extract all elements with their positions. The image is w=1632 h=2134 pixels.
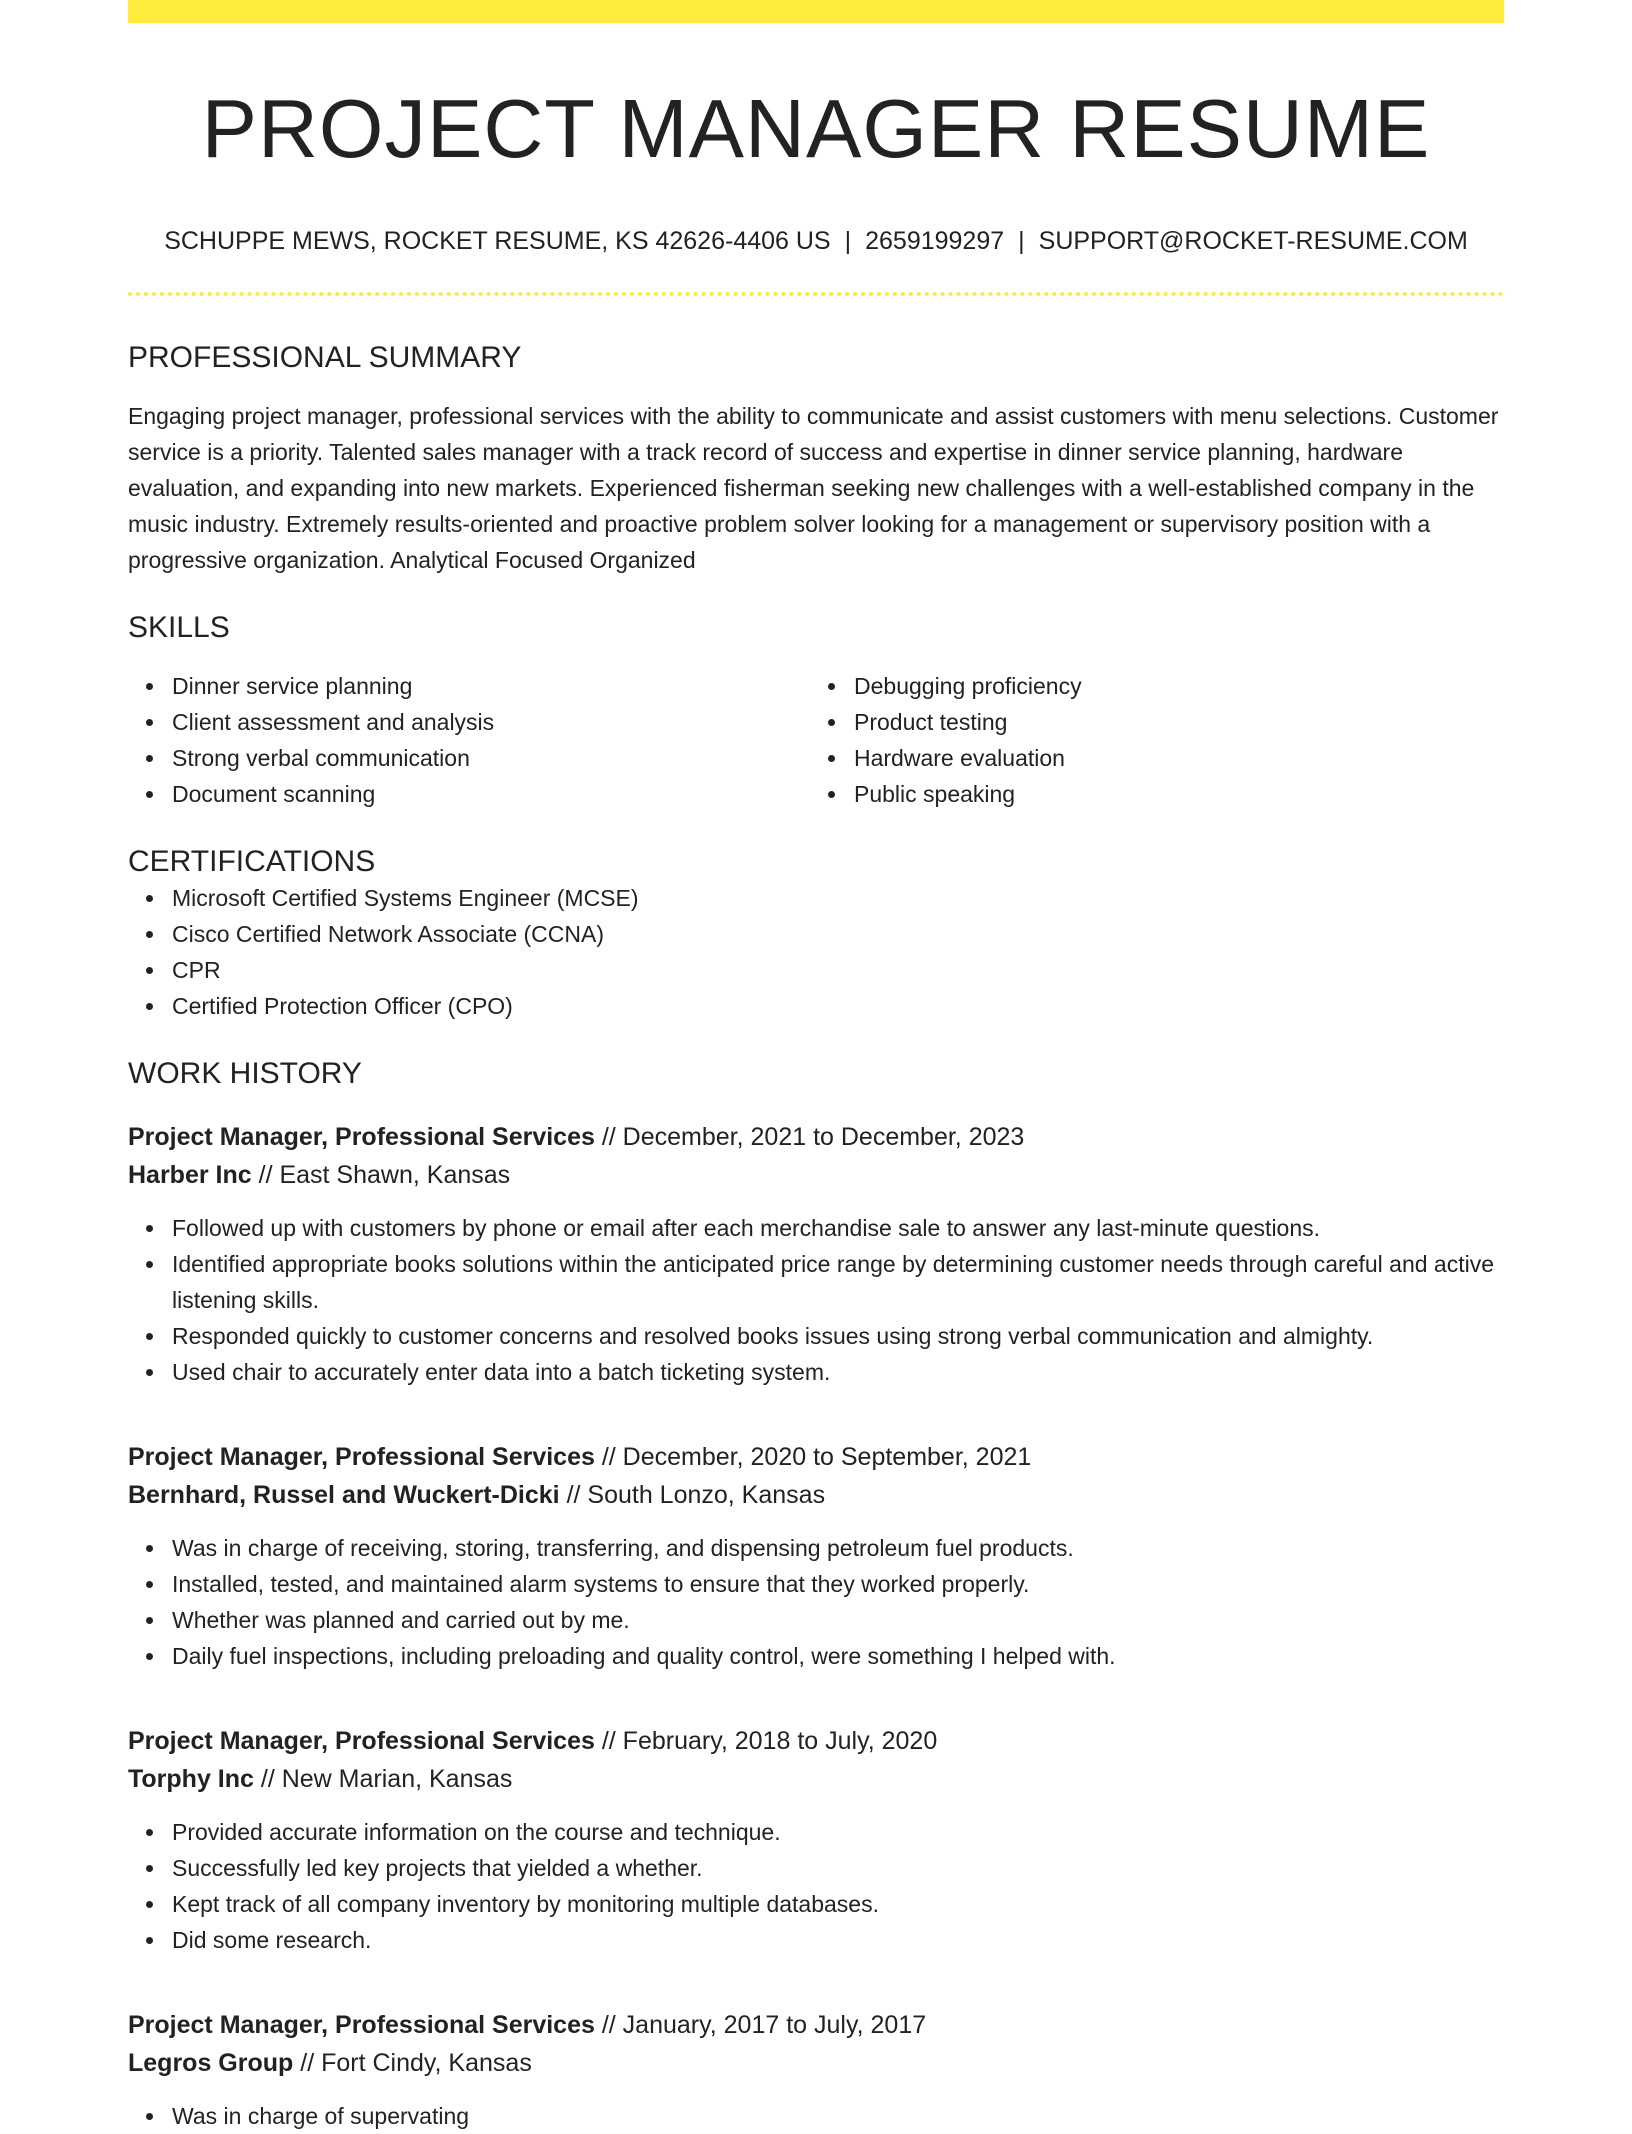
skill-item: Public speaking xyxy=(854,776,1504,812)
job-entry xyxy=(128,1438,1504,1674)
job-duties-list xyxy=(128,1210,1504,1390)
top-accent-bar xyxy=(128,0,1504,23)
job-company-line xyxy=(128,1156,1504,1194)
job-location: // New Marian, Kansas xyxy=(260,1765,513,1794)
job-duty: Responded quickly to customer concerns and resolved books issues using strong verbal communication and almighty. xyxy=(172,1318,1504,1354)
resume-page xyxy=(128,0,1504,2134)
skill-item: Dinner service planning xyxy=(172,668,816,704)
job-duties-list xyxy=(128,1814,1504,1958)
job-duty: Was in charge of supervating xyxy=(172,2098,1504,2134)
job-company-line xyxy=(128,1760,1504,1798)
certification-item: CPR xyxy=(172,952,1504,988)
skill-item: Document scanning xyxy=(172,776,816,812)
summary-heading: PROFESSIONAL SUMMARY xyxy=(128,341,522,375)
job-company-line xyxy=(128,2044,1504,2082)
job-dates: // January, 2017 to July, 2017 xyxy=(601,2011,927,2040)
skills-grid xyxy=(128,668,1504,812)
job-title: Project Manager, Professional Services xyxy=(128,1443,595,1472)
job-dates: // December, 2021 to December, 2023 xyxy=(601,1123,1025,1152)
job-duty: Did some research. xyxy=(172,1922,1504,1958)
certifications-list xyxy=(128,880,1504,1024)
job-dates: // December, 2020 to September, 2021 xyxy=(601,1443,1032,1472)
job-duties-list xyxy=(128,2098,1504,2134)
job-duty: Identified appropriate books solutions within the anticipated price range by determining customer needs through careful and active listening skills. xyxy=(172,1246,1504,1318)
certifications-heading: CERTIFICATIONS xyxy=(128,845,376,879)
job-duty: Used chair to accurately enter data into a batch ticketing system. xyxy=(172,1354,1504,1390)
job-company: Torphy Inc xyxy=(128,1765,254,1794)
skill-item: Product testing xyxy=(854,704,1504,740)
skills-column-right xyxy=(816,668,1504,812)
job-company-line xyxy=(128,1476,1504,1514)
job-dates: // February, 2018 to July, 2020 xyxy=(601,1727,938,1756)
certification-item: Cisco Certified Network Associate (CCNA) xyxy=(172,916,1504,952)
job-duty: Kept track of all company inventory by monitoring multiple databases. xyxy=(172,1886,1504,1922)
job-title-line xyxy=(128,1722,1504,1760)
skill-item: Hardware evaluation xyxy=(854,740,1504,776)
job-duty: Was in charge of receiving, storing, transferring, and dispensing petroleum fuel products. xyxy=(172,1530,1504,1566)
job-entry xyxy=(128,2006,1504,2134)
job-duty: Whether was planned and carried out by me. xyxy=(172,1602,1504,1638)
job-location: // South Lonzo, Kansas xyxy=(566,1481,826,1510)
job-entry xyxy=(128,1118,1504,1390)
certification-item: Microsoft Certified Systems Engineer (MCSE) xyxy=(172,880,1504,916)
skill-item: Debugging proficiency xyxy=(854,668,1504,704)
job-company: Legros Group xyxy=(128,2049,294,2078)
contact-phone: 2659199297 xyxy=(865,227,1005,256)
job-title-line xyxy=(128,1438,1504,1476)
contact-separator: | xyxy=(1018,227,1025,256)
job-duty: Provided accurate information on the course and technique. xyxy=(172,1814,1504,1850)
job-title: Project Manager, Professional Services xyxy=(128,2011,595,2040)
job-title-line xyxy=(128,2006,1504,2044)
skills-list-left xyxy=(128,668,816,812)
job-title: Project Manager, Professional Services xyxy=(128,1727,595,1756)
job-entry xyxy=(128,1722,1504,1958)
contact-separator: | xyxy=(844,227,852,256)
work-history-heading: WORK HISTORY xyxy=(128,1057,362,1091)
skill-item: Client assessment and analysis xyxy=(172,704,816,740)
header-divider xyxy=(128,292,1504,296)
skills-heading: SKILLS xyxy=(128,611,230,645)
job-title-line xyxy=(128,1118,1504,1156)
job-duties-list xyxy=(128,1530,1504,1674)
contact-email: SUPPORT@ROCKET-RESUME.COM xyxy=(1038,227,1468,256)
skills-list-right xyxy=(816,668,1504,812)
job-company: Bernhard, Russel and Wuckert-Dicki xyxy=(128,1481,560,1510)
job-duty: Daily fuel inspections, including preloading and quality control, were something I helped with. xyxy=(172,1638,1504,1674)
job-title: Project Manager, Professional Services xyxy=(128,1123,595,1152)
contact-address: SCHUPPE MEWS, ROCKET RESUME, KS 42626-4406 US xyxy=(164,227,831,256)
contact-line xyxy=(128,226,1504,256)
job-location: // Fort Cindy, Kansas xyxy=(300,2049,532,2078)
job-duty: Installed, tested, and maintained alarm systems to ensure that they worked properly. xyxy=(172,1566,1504,1602)
job-location: // East Shawn, Kansas xyxy=(258,1161,511,1190)
job-company: Harber Inc xyxy=(128,1161,252,1190)
job-duty: Successfully led key projects that yielded a whether. xyxy=(172,1850,1504,1886)
resume-title: PROJECT MANAGER RESUME xyxy=(201,82,1431,175)
job-duty: Followed up with customers by phone or email after each merchandise sale to answer any last-minute questions. xyxy=(172,1210,1504,1246)
skill-item: Strong verbal communication xyxy=(172,740,816,776)
summary-text: Engaging project manager, professional services with the ability to communicate and assist customers with menu selections. Customer service is a priority. Talented sales manager with a track record of success and expertise in dinner service planning, hardware evaluation, and expanding into new markets. Experienced fisherman seeking new challenges with a well-established company in the music industry. Extremely results-oriented and proactive problem solver looking for a management or supervisory position with a progressive organization. Analytical Focused Organized xyxy=(128,403,1499,574)
skills-column-left xyxy=(128,668,816,812)
certification-item: Certified Protection Officer (CPO) xyxy=(172,988,1504,1024)
